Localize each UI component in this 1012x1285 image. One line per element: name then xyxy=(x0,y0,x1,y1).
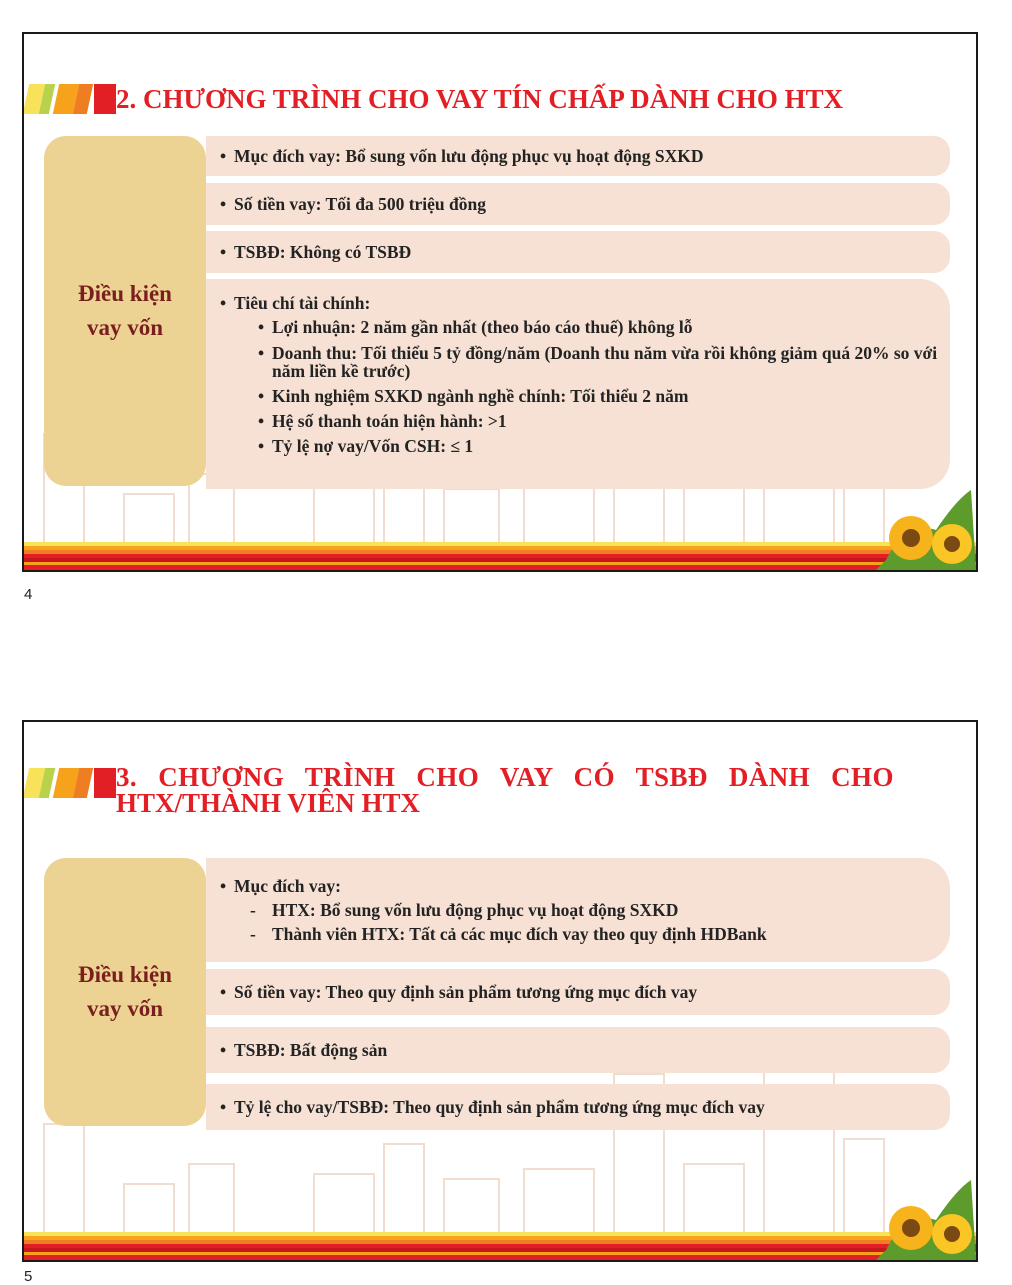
condition-item-purpose: • Mục đích vay: Bổ sung vốn lưu động phục vụ hoạt động SXKD xyxy=(206,136,950,176)
sunflower-decoration-icon xyxy=(866,460,976,570)
item-text: Số tiền vay: Theo quy định sản phẩm tương ứng mục đích vay xyxy=(234,981,698,1002)
criteria-item: Tỷ lệ nợ vay/Vốn CSH: ≤ 1 xyxy=(272,436,474,456)
condition-item-collateral: • TSBĐ: Không có TSBĐ xyxy=(206,231,950,273)
slide-title: 2. CHƯƠNG TRÌNH CHO VAY TÍN CHẤP DÀNH CHO HTX xyxy=(116,84,844,114)
condition-item-amount: • Số tiền vay: Theo quy định sản phẩm tương ứng mục đích vay xyxy=(206,969,950,1015)
condition-label-line2: vay vốn xyxy=(86,315,164,340)
condition-item-ltv-ratio: • Tỷ lệ cho vay/TSBĐ: Theo quy định sản phẩm tương ứng mục đích vay xyxy=(206,1084,950,1130)
slide-title-line2: HTX/THÀNH VIÊN HTX xyxy=(116,788,421,818)
slide-title-line1: 3. CHƯƠNG TRÌNH CHO VAY CÓ TSBĐ DÀNH CHO xyxy=(116,762,894,792)
criteria-item: Kinh nghiệm SXKD ngành nghề chính: Tối thiểu 2 năm xyxy=(272,386,689,406)
purpose-heading: Mục đích vay: xyxy=(234,876,341,896)
slide-4 xyxy=(22,32,978,572)
condition-label-line2: vay vốn xyxy=(86,996,164,1021)
criteria-heading: Tiêu chí tài chính: xyxy=(234,293,371,313)
condition-item-collateral: • TSBĐ: Bất động sản xyxy=(206,1027,950,1073)
criteria-item: Doanh thu: Tối thiểu 5 tỷ đồng/năm (Doanh thu năm vừa rồi không giảm quá 20% so với năm liền kề trước) xyxy=(272,343,938,381)
slide-5 xyxy=(22,720,978,1262)
item-text: TSBĐ: Bất động sản xyxy=(234,1039,388,1060)
purpose-item: HTX: Bổ sung vốn lưu động phục vụ hoạt động SXKD xyxy=(272,900,679,920)
purpose-item: Thành viên HTX: Tất cả các mục đích vay theo quy định HDBank xyxy=(272,924,767,944)
condition-label-box xyxy=(44,136,206,486)
condition-label-box xyxy=(44,858,206,1126)
item-text: Mục đích vay: Bổ sung vốn lưu động phục vụ hoạt động SXKD xyxy=(234,145,704,166)
slide-title xyxy=(116,762,896,818)
city-skyline-decoration xyxy=(24,1114,976,1234)
slide-number: 5 xyxy=(24,1268,33,1285)
footer-color-bands xyxy=(24,542,976,570)
criteria-item: Hệ số thanh toán hiện hành: >1 xyxy=(272,411,507,431)
title-accent-stripes xyxy=(24,84,124,114)
condition-label-line1: Điều kiện xyxy=(78,962,172,987)
item-text: Tỷ lệ cho vay/TSBĐ: Theo quy định sản phẩm tương ứng mục đích vay xyxy=(234,1096,765,1117)
title-accent-stripes xyxy=(24,768,124,798)
item-text: TSBĐ: Không có TSBĐ xyxy=(234,241,412,262)
condition-label-line1: Điều kiện xyxy=(78,281,172,306)
item-text: Số tiền vay: Tối đa 500 triệu đồng xyxy=(234,193,486,214)
condition-item-financial-criteria: • Tiêu chí tài chính: • Lợi nhuận: 2 năm gần nhất (theo báo cáo thuế) không lỗ • Doanh thu: Tối thiểu 5 tỷ đồng/năm (Doanh thu năm vừa rồi không giảm quá 20% so với năm liền kề trước) • Kinh nghiệm SXKD ngành nghề chính: Tối thiểu 2 năm • Hệ số thanh toán hiện hành: >1 • Tỷ lệ nợ vay/Vốn CSH: ≤ 1 xyxy=(206,279,950,489)
footer-color-bands xyxy=(24,1232,976,1260)
sunflower-decoration-icon xyxy=(866,1150,976,1260)
condition-item-purpose: • Mục đích vay: - HTX: Bổ sung vốn lưu động phục vụ hoạt động SXKD - Thành viên HTX: Tất cả các mục đích vay theo quy định HDBank xyxy=(206,858,950,962)
condition-item-amount: • Số tiền vay: Tối đa 500 triệu đồng xyxy=(206,183,950,225)
slide-number: 4 xyxy=(24,586,33,603)
criteria-item: Lợi nhuận: 2 năm gần nhất (theo báo cáo thuế) không lỗ xyxy=(272,317,693,337)
